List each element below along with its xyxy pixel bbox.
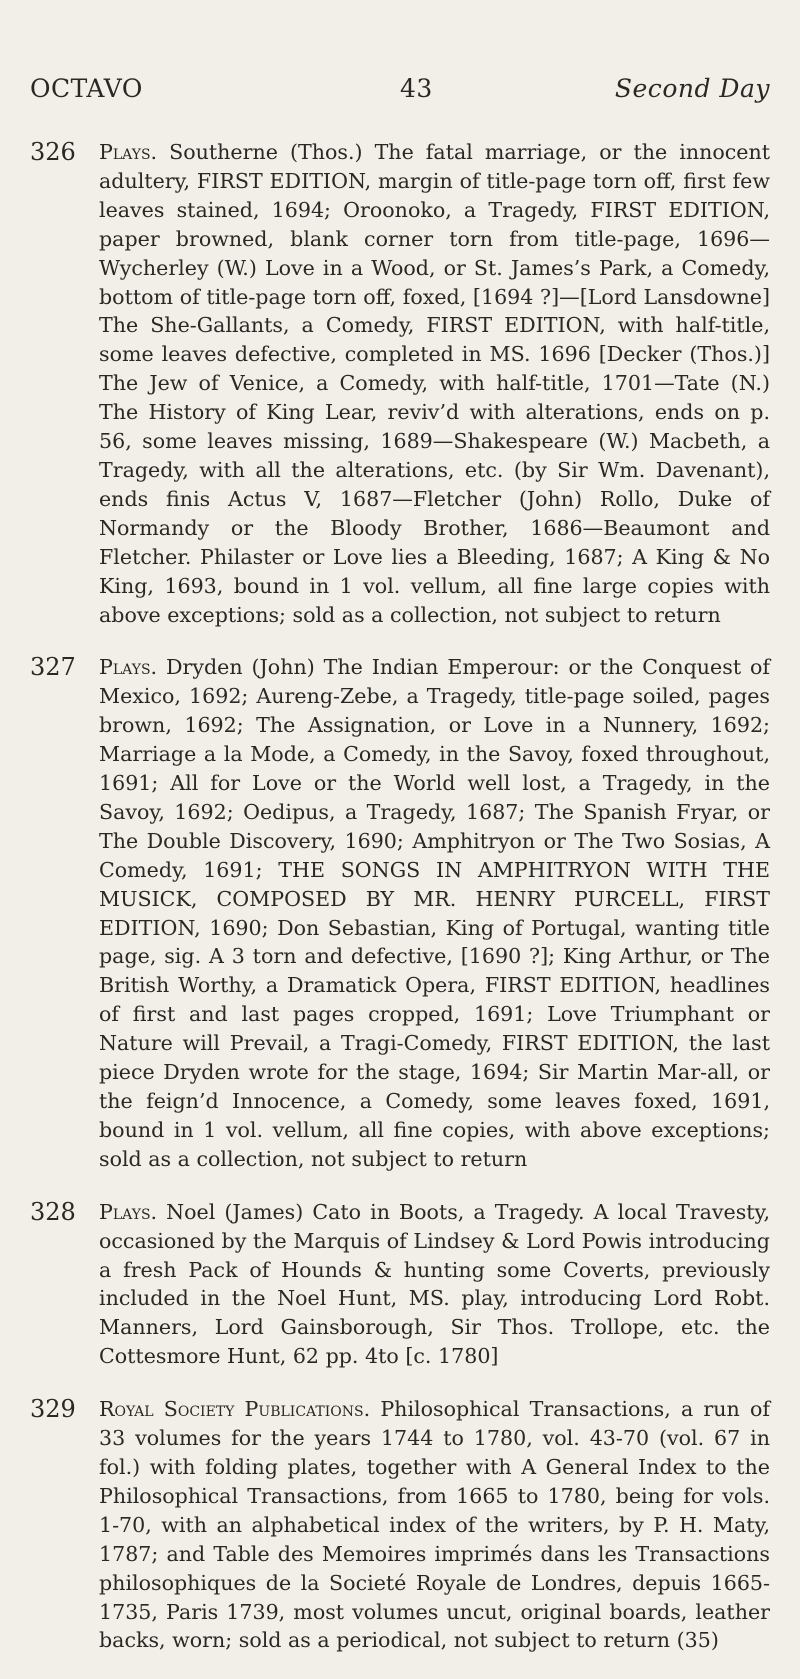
lot-entry [30,1395,770,1655]
lot-entry [30,653,770,1173]
lot-number: 326 [30,138,76,166]
lot-text: Dryden (John) The Indian Emperour: or the Conquest of Mexico, 1692; Aureng-Zebe, a Tragedy, title-page soiled, pages brown, 1692; The Assignation, or Love in a Nunnery, 1692; Marriage a la Mode, a Comedy, in the Savoy, foxed throughout, 1691; All for Love or the World well lost, a Tragedy, in the Savoy, 1692; Oedipus, a Tragedy, 1687; The Spanish Fryar, or The Double Discovery, 1690; Amphitryon or The Two Sosias, A Comedy, 1691; THE SONGS IN AMPHITRYON WITH THE MUSICK, COMPOSED BY MR. HENRY PURCELL, FIRST EDITION, 1690; Don Sebastian, King of Portugal, wanting title page, sig. A 3 torn and defective, [1690 ?]; King Arthur, or The British Worthy, a Dramatick Opera, FIRST EDITION, headlines of first and last pages cropped, 1691; Love Triumphant or Nature will Prevail, a Tragi-Comedy, FIRST EDITION, the last piece Dryden wrote for the stage, 1694; Sir Martin Mar-all, or the feign’d Innocence, a Comedy, some leaves foxed, 1691, bound in 1 vol. vellum, all fine copies, with above exceptions; sold as a collection, not subject to return [99,655,771,1171]
lot-text: Noel (James) Cato in Boots, a Tragedy. A local Travesty, occasioned by the Marquis of Lindsey & Lord Powis introducing a fresh Pack of Hounds & hunting some Coverts, previously included in the Noel Hunt, MS. play, introducing Lord Robt. Manners, Lord Gainsborough, Sir Thos. Trollope, etc. the Cottesmore Hunt, 62 pp. 4to [c. 1780] [99,1199,770,1369]
lot-heading: Plays. [99,140,158,164]
lot-number: 329 [30,1395,76,1424]
lot-heading: Royal Society Publications. [99,1397,371,1422]
lot-list [30,138,770,1679]
lot-entry [30,1198,770,1371]
lot-description [99,653,770,1173]
sale-day-label: Second Day [614,74,770,103]
lot-heading: Plays. [99,1199,158,1224]
lot-number: 328 [30,1197,76,1226]
lot-heading: Plays. [99,655,158,680]
lot-entry [30,138,770,629]
lot-description [99,1395,770,1655]
format-label: OCTAVO [30,74,143,103]
page-number: 43 [400,74,433,103]
page-header [30,74,770,106]
lot-text: Philosophical Transactions, a run of 33 volumes for the years 1744 to 1780, vol. 43-70 (vol. 67 in fol.) with folding plates, together with A General Index to the Philosophical Transactions, from 1665 to 1780, being for vols. 1-70, with an alphabetical index of the writers, by P. H. Maty, 1787; and Table des Memoires imprimés dans les Transactions philosophiques de la Societé Royale de Londres, depuis 1665-1735, Paris 1739, most volumes uncut, original boards, leather backs, worn; sold as a periodical, not subject to return (35) [99,1397,770,1653]
lot-description [99,138,770,629]
lot-description [99,1198,770,1371]
lot-text: Southerne (Thos.) The fatal marriage, or the innocent adultery, FIRST EDITION, margin of title-page torn off, first few leaves stained, 1694; Oroonoko, a Tragedy, FIRST EDITION, paper browned, blank corner torn from title-page, 1696—Wycherley (W.) Love in a Wood, or St. James’s Park, a Comedy, bottom of title-page torn off, foxed, [1694 ?]—[Lord Lansdowne] The She-Gallants, a Comedy, FIRST EDITION, with half-title, some leaves defective, completed in MS. 1696 [Decker (Thos.)] The Jew of Venice, a Comedy, with half-title, 1701—Tate (N.) The History of King Lear, reviv’d with alterations, ends on p. 56, some leaves missing, 1689—Shakespeare (W.) Macbeth, a Tragedy, with all the alterations, etc. (by Sir Wm. Davenant), ends finis Actus V, 1687—Fletcher (John) Rollo, Duke of Normandy or the Bloody Brother, 1686—Beaumont and Fletcher. Philaster or Love lies a Bleeding, 1687; A King & No King, 1693, bound in 1 vol. vellum, all fine large copies with above exceptions; sold as a collection, not subject to return [99,140,771,627]
lot-number: 327 [30,653,76,682]
